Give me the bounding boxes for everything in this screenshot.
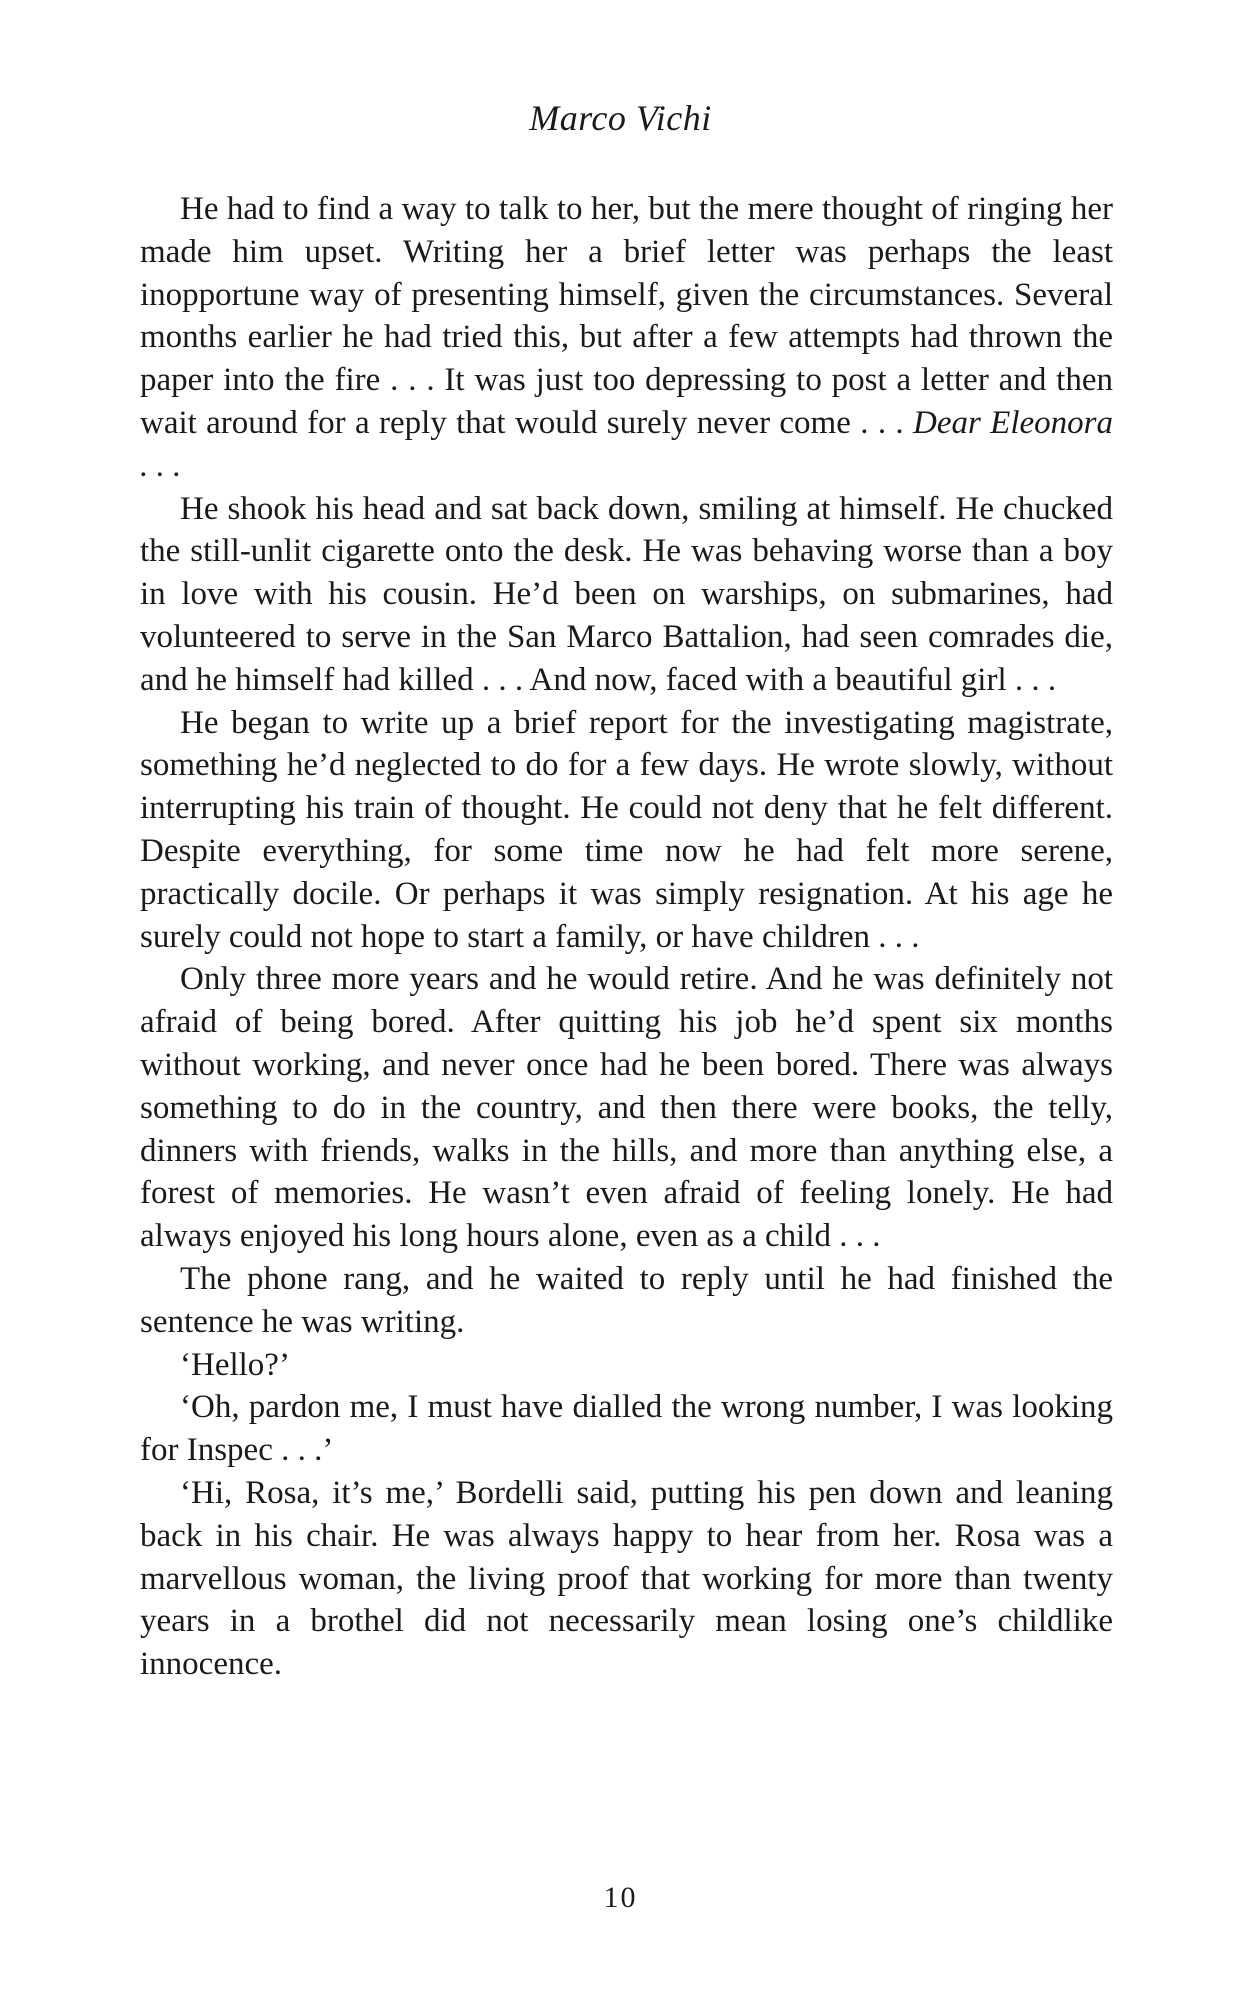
paragraph: The phone rang, and he waited to reply until he had finished the sentence he was writing. xyxy=(140,1260,1113,1340)
dialogue-line: ‘Hello?’ xyxy=(180,1346,290,1383)
page-number: 10 xyxy=(603,1881,638,1914)
dialogue-line: ‘Oh, pardon me, I must have dialled the wrong number, I was looking for Inspec . . .’ xyxy=(140,1389,1113,1469)
paragraph xyxy=(140,188,1113,488)
dialogue-line: ‘Hi, Rosa, it’s me,’ Bordelli said, putting his pen down and leaning back in his chair. He was always happy to hear from her. Rosa was a marvellous woman, the living proof that working for more than twenty years in a brothel did not necessarily mean losing one’s childlike innocence. xyxy=(140,1474,1113,1683)
paragraph: He shook his head and sat back down, smiling at himself. He chucked the still-unlit cigarette onto the desk. He was behaving worse than a boy in love with his cousin. He’d been on warships, on submarines, had volunteered to serve in the San Marco Battalion, had seen comrades die, and he himself had killed . . . And now, faced with a beautiful girl . . . xyxy=(140,490,1113,698)
paragraph: Only three more years and he would retire. And he was definitely not afraid of being bored. After quitting his job he’d spent six months without working, and never once had he been bored. There was always something to do in the country, and then there were books, the telly, dinners with friends, walks in the hills, and more than anything else, a forest of memories. He wasn’t even afraid of feeling lonely. He had always enjoyed his long hours alone, even as a child . . . xyxy=(140,961,1113,1255)
running-head-author: Marco Vichi xyxy=(529,98,712,138)
paragraph-text: He had to find a way to talk to her, but the mere thought of ringing her made him upset. Writing her a brief letter was perhaps the least inopportune way of presenting himself, given the circumstances. Several months earlier he had tried this, but after a few attempts had thrown the paper into the fire . . . It was just too depressing to post a letter and then wait around for a reply that would surely never come . . . xyxy=(140,191,1113,441)
italic-letter-salutation: Dear Eleonora . . . xyxy=(140,404,1113,484)
paragraph: He began to write up a brief report for the investigating magistrate, something he’d neglected to do for a few days. He wrote slowly, without interrupting his train of thought. He could not deny that he felt different. Despite everything, for some time now he had felt more serene, practically docile. Or perhaps it was simply resignation. At his age he surely could not hope to start a family, or have children . . . xyxy=(140,704,1113,955)
body-text xyxy=(140,188,1113,1686)
